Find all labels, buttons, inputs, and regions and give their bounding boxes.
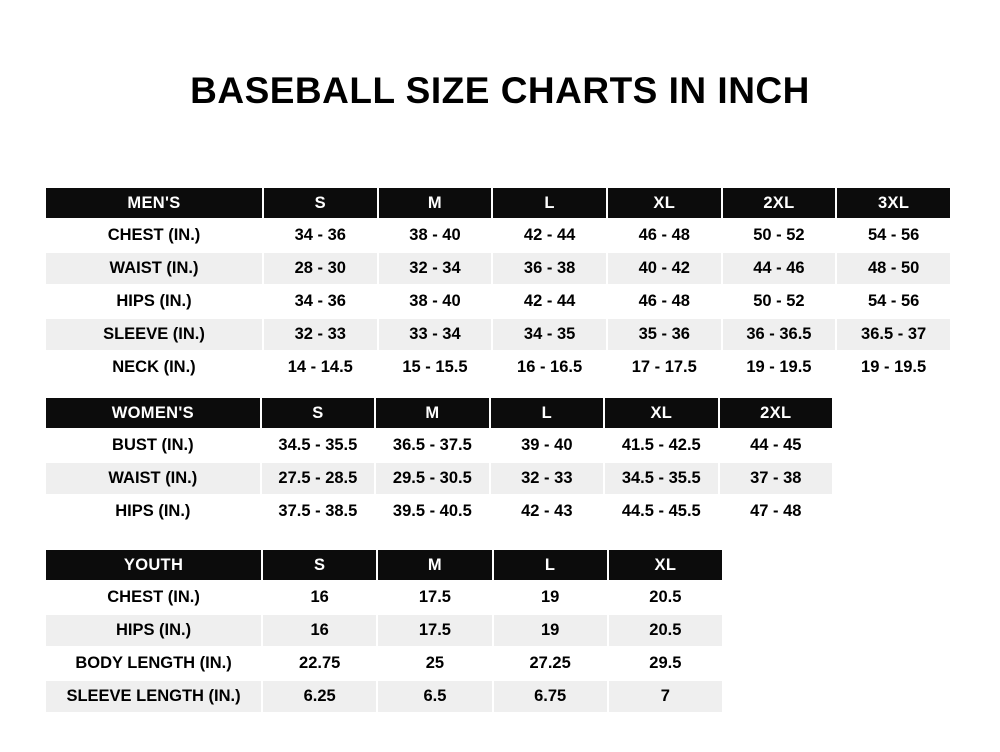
column-header: S	[262, 549, 377, 581]
table-cell: 34.5 - 35.5	[604, 462, 718, 495]
column-header: 2XL	[719, 397, 833, 429]
table-header-row	[45, 549, 723, 581]
table-cell: 34.5 - 35.5	[261, 429, 375, 462]
table-cell: 54 - 56	[836, 219, 951, 252]
table-cell: 48 - 50	[836, 252, 951, 285]
table-cell: 22.75	[262, 647, 377, 680]
column-header: XL	[608, 549, 723, 581]
table-cell: 19	[493, 614, 608, 647]
table-cell: 44.5 - 45.5	[604, 495, 718, 528]
row-label: SLEEVE LENGTH (IN.)	[45, 680, 262, 713]
table-cell: 34 - 36	[263, 219, 378, 252]
row-label: CHEST (IN.)	[45, 581, 262, 614]
table-cell: 14 - 14.5	[263, 351, 378, 384]
table-cell: 27.5 - 28.5	[261, 462, 375, 495]
column-header: M	[377, 549, 492, 581]
table-cell: 36 - 36.5	[722, 318, 837, 351]
table-cell: 44 - 45	[719, 429, 833, 462]
table-cell: 38 - 40	[378, 219, 493, 252]
table-cell: 46 - 48	[607, 285, 722, 318]
table-cell: 7	[608, 680, 723, 713]
table-cell: 20.5	[608, 614, 723, 647]
table-cell: 38 - 40	[378, 285, 493, 318]
table-cell: 42 - 43	[490, 495, 604, 528]
table-row	[45, 219, 951, 252]
column-header: M	[378, 187, 493, 219]
table-cell: 17.5	[377, 581, 492, 614]
row-label: WAIST (IN.)	[45, 252, 263, 285]
row-label: WAIST (IN.)	[45, 462, 261, 495]
table-row	[45, 680, 723, 713]
table-row	[45, 581, 723, 614]
table-cell: 16	[262, 614, 377, 647]
row-label: CHEST (IN.)	[45, 219, 263, 252]
table-cell: 50 - 52	[722, 219, 837, 252]
column-header: 2XL	[722, 187, 837, 219]
table-cell: 54 - 56	[836, 285, 951, 318]
table-cell: 32 - 34	[378, 252, 493, 285]
row-label: BODY LENGTH (IN.)	[45, 647, 262, 680]
table-cell: 32 - 33	[490, 462, 604, 495]
column-header: XL	[604, 397, 718, 429]
table-row	[45, 462, 833, 495]
table-cell: 42 - 44	[492, 219, 607, 252]
table-cell: 19 - 19.5	[722, 351, 837, 384]
column-header: M	[375, 397, 489, 429]
table-cell: 16 - 16.5	[492, 351, 607, 384]
table-cell: 50 - 52	[722, 285, 837, 318]
table-cell: 6.25	[262, 680, 377, 713]
table-row	[45, 647, 723, 680]
column-header: S	[261, 397, 375, 429]
table-cell: 42 - 44	[492, 285, 607, 318]
table-cell: 29.5	[608, 647, 723, 680]
table-row	[45, 614, 723, 647]
table-cell: 47 - 48	[719, 495, 833, 528]
table-row	[45, 252, 951, 285]
column-header: 3XL	[836, 187, 951, 219]
row-label: NECK (IN.)	[45, 351, 263, 384]
table-cell: 36.5 - 37.5	[375, 429, 489, 462]
page-title: BASEBALL SIZE CHARTS IN INCH	[190, 70, 810, 111]
table-cell: 6.75	[493, 680, 608, 713]
table-cell: 39.5 - 40.5	[375, 495, 489, 528]
column-header: WOMEN'S	[45, 397, 261, 429]
table-cell: 40 - 42	[607, 252, 722, 285]
table-cell: 46 - 48	[607, 219, 722, 252]
table-cell: 25	[377, 647, 492, 680]
table-cell: 17 - 17.5	[607, 351, 722, 384]
table-cell: 34 - 35	[492, 318, 607, 351]
table-cell: 17.5	[377, 614, 492, 647]
row-label: SLEEVE (IN.)	[45, 318, 263, 351]
column-header: L	[492, 187, 607, 219]
table-cell: 15 - 15.5	[378, 351, 493, 384]
table-cell: 16	[262, 581, 377, 614]
column-header: YOUTH	[45, 549, 262, 581]
column-header: MEN'S	[45, 187, 263, 219]
column-header: L	[493, 549, 608, 581]
table-header-row	[45, 187, 951, 219]
table-cell: 27.25	[493, 647, 608, 680]
table-cell: 19 - 19.5	[836, 351, 951, 384]
table-cell: 34 - 36	[263, 285, 378, 318]
table-cell: 41.5 - 42.5	[604, 429, 718, 462]
table-row	[45, 495, 833, 528]
table-cell: 37.5 - 38.5	[261, 495, 375, 528]
row-label: HIPS (IN.)	[45, 285, 263, 318]
table-cell: 19	[493, 581, 608, 614]
table-cell: 39 - 40	[490, 429, 604, 462]
table-cell: 36 - 38	[492, 252, 607, 285]
table-cell: 35 - 36	[607, 318, 722, 351]
table-cell: 6.5	[377, 680, 492, 713]
table-cell: 36.5 - 37	[836, 318, 951, 351]
column-header: L	[490, 397, 604, 429]
table-row	[45, 285, 951, 318]
table-cell: 44 - 46	[722, 252, 837, 285]
table-cell: 32 - 33	[263, 318, 378, 351]
row-label: BUST (IN.)	[45, 429, 261, 462]
row-label: HIPS (IN.)	[45, 614, 262, 647]
table-header-row	[45, 397, 833, 429]
column-header: S	[263, 187, 378, 219]
table-cell: 33 - 34	[378, 318, 493, 351]
table-cell: 29.5 - 30.5	[375, 462, 489, 495]
mens-size-table	[44, 186, 952, 385]
womens-size-table	[44, 396, 834, 529]
table-cell: 20.5	[608, 581, 723, 614]
table-row	[45, 318, 951, 351]
table-cell: 37 - 38	[719, 462, 833, 495]
row-label: HIPS (IN.)	[45, 495, 261, 528]
table-row	[45, 429, 833, 462]
youth-size-table	[44, 548, 724, 714]
table-row	[45, 351, 951, 384]
column-header: XL	[607, 187, 722, 219]
table-cell: 28 - 30	[263, 252, 378, 285]
